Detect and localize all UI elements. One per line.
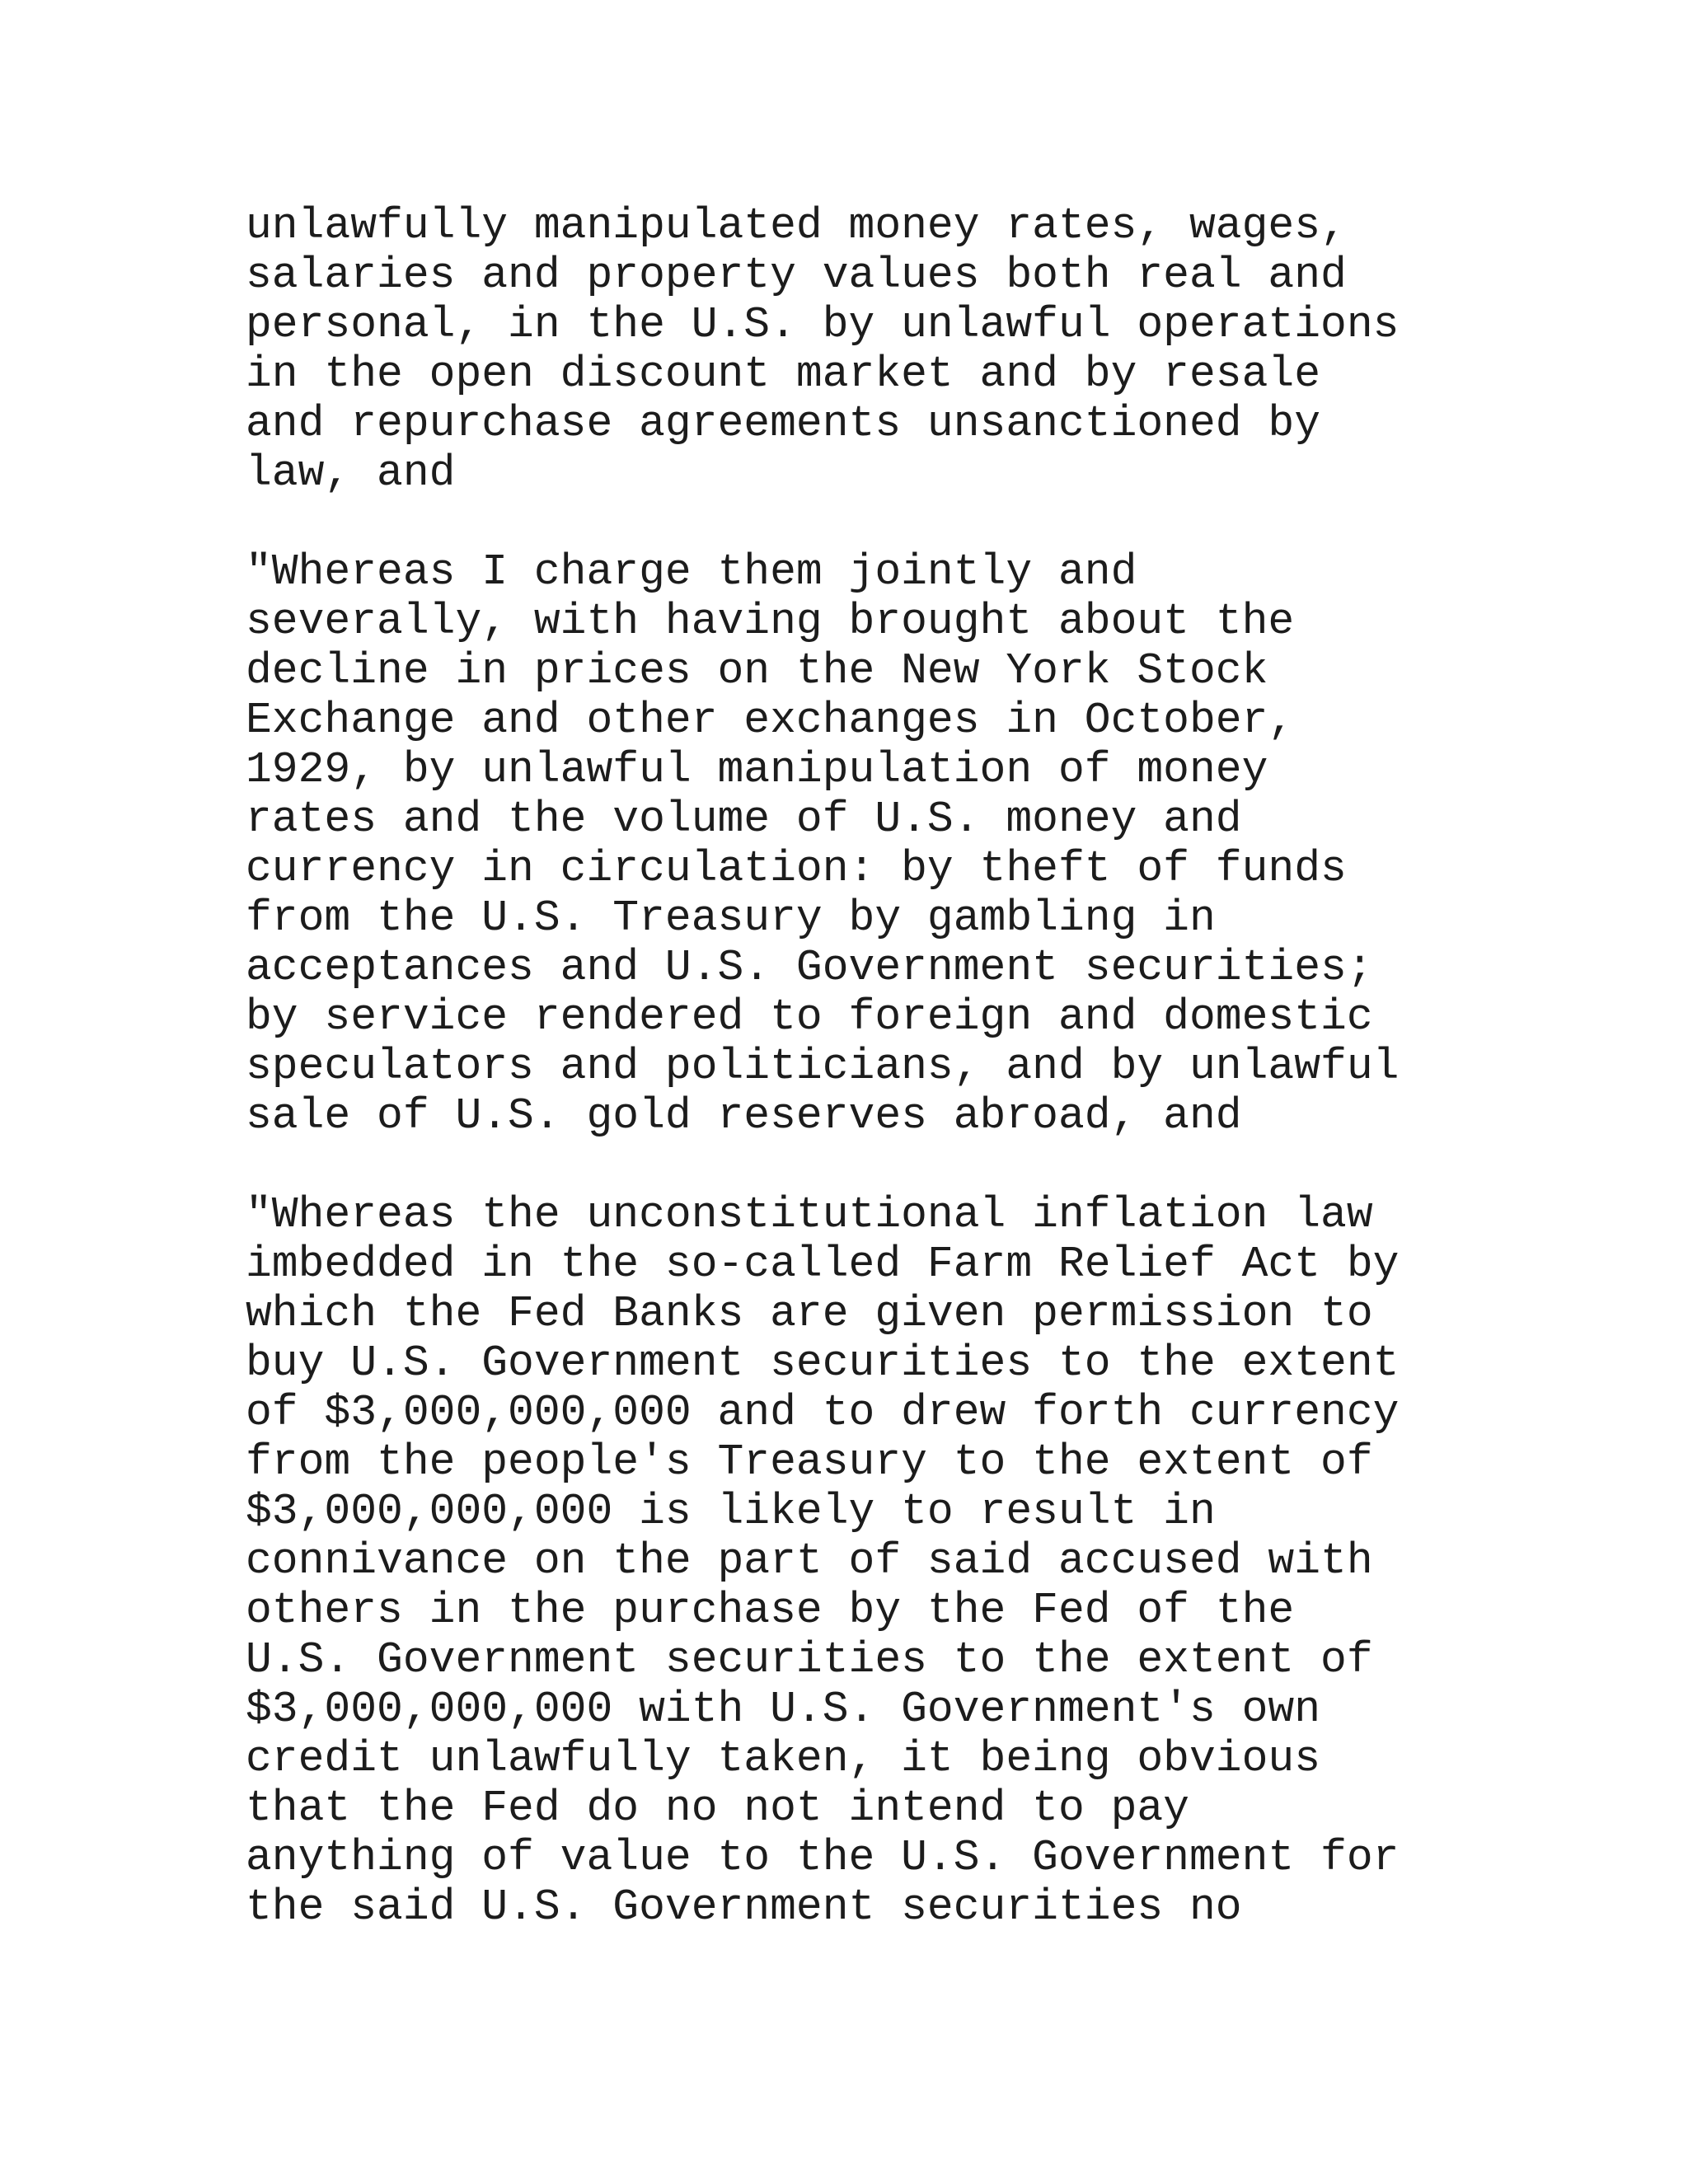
text-line: U.S. Government securities to the extent of [246,1635,1373,1685]
text-line: rates and the volume of U.S. money and [246,794,1242,844]
text-line: in the open discount market and by resale [246,349,1321,399]
text-line: "Whereas I charge them jointly and [246,547,1137,597]
text-line: from the people's Treasury to the extent of [246,1437,1373,1487]
text-line: by service rendered to foreign and domestic [246,992,1373,1042]
text-line: "Whereas the unconstitutional inflation law [246,1190,1373,1240]
paragraph-2 [246,547,1663,1141]
text-line: anything of value to the U.S. Government for [246,1833,1400,1882]
text-line: buy U.S. Government securities to the extent [246,1338,1400,1388]
text-line: law, and [246,448,456,498]
text-line: of $3,000,000,000 and to drew forth currency [246,1388,1400,1437]
text-line: unlawfully manipulated money rates, wages, [246,201,1347,251]
text-line: decline in prices on the New York Stock [246,646,1268,696]
text-line: personal, in the U.S. by unlawful operations [246,300,1400,349]
text-line: $3,000,000,000 with U.S. Government's own [246,1685,1321,1734]
text-line: others in the purchase by the Fed of the [246,1586,1295,1635]
text-line: from the U.S. Treasury by gambling in [246,893,1216,943]
text-line: sale of U.S. gold reserves abroad, and [246,1091,1242,1141]
text-line: credit unlawfully taken, it being obvious [246,1734,1321,1783]
text-line: that the Fed do no not intend to pay [246,1783,1189,1833]
text-line: acceptances and U.S. Government securities; [246,943,1373,992]
text-line: currency in circulation: by theft of funds [246,844,1347,893]
text-line: the said U.S. Government securities no [246,1882,1242,1932]
text-line: which the Fed Banks are given permission to [246,1289,1373,1338]
document-body [246,201,1663,1981]
text-line: severally, with having brought about the [246,597,1295,646]
text-line: Exchange and other exchanges in October, [246,696,1295,745]
paragraph-3 [246,1190,1663,1932]
text-line: speculators and politicians, and by unlawful [246,1042,1400,1091]
text-line: connivance on the part of said accused with [246,1536,1373,1586]
text-line: imbedded in the so-called Farm Relief Act by [246,1240,1400,1289]
text-line: salaries and property values both real and [246,251,1347,300]
paragraph-1 [246,201,1663,498]
text-line: $3,000,000,000 is likely to result in [246,1487,1216,1536]
text-line: and repurchase agreements unsanctioned by [246,399,1321,448]
text-line: 1929, by unlawful manipulation of money [246,745,1268,794]
